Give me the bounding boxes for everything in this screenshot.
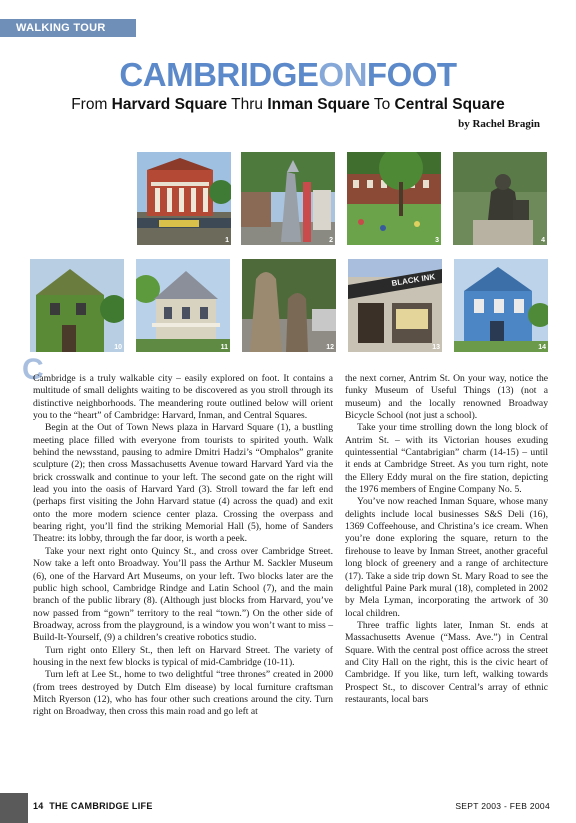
title-part-3: FOOT <box>366 56 457 93</box>
page-footer <box>0 793 576 823</box>
paragraph: Turn left at Lee St., home to two delightful “tree thrones” created in 2000 (from trees destroyed by Dutch Elm disease) by local furniture craftsman Mitch Ryerson (12), who has four other such creations around the city. Turn right on Broadway, then cross this main road and go left at <box>33 669 333 718</box>
footer-bar <box>0 793 28 823</box>
storefront-sign-text: BLACK INK <box>390 272 436 288</box>
subtitle-text: To <box>369 96 395 113</box>
photo-storefront <box>348 259 442 352</box>
photo-number: 4 <box>541 237 545 244</box>
photo-blue-house <box>454 259 548 352</box>
photo-victorian-house <box>136 259 230 352</box>
drop-cap-mark: C <box>22 353 44 386</box>
photo-harvard-gate <box>137 152 231 245</box>
issue-date: SEPT 2003 - FEB 2004 <box>455 801 550 811</box>
photo-number: 2 <box>329 237 333 244</box>
page-subtitle <box>0 95 576 115</box>
paragraph: the next corner, Antrim St. On your way, notice the funky Museum of Useful Things (13) (not a museum) and the locally renowned Broadway Bicycle School (not just a school). <box>345 373 548 422</box>
section-tag: WALKING TOUR <box>0 19 136 37</box>
photo-tree-thrones <box>242 259 336 352</box>
publication-name: THE CAMBRIDGE LIFE <box>49 801 153 811</box>
article-column-1 <box>33 373 333 719</box>
photo-number: 12 <box>326 344 334 351</box>
photo-number: 1 <box>225 237 229 244</box>
paragraph: Take your time strolling down the long block of Antrim St. – with its Victorian houses exuding quintessential “Cantabrigian” charm (14-15) – until it ends at Cambridge Street. As you turn right, note the Ellery Eddy mural on the fire station, depicting the 1976 members of Engine Company No. 5. <box>345 422 548 496</box>
footer-left <box>33 801 153 811</box>
title-part-2: ON <box>318 56 367 93</box>
photo-john-harvard-statue <box>453 152 547 245</box>
byline: by Rachel Bragin <box>458 118 540 130</box>
page-title <box>0 56 576 94</box>
article-column-2 <box>345 373 548 706</box>
photo-number: 10 <box>114 344 122 351</box>
paragraph: You’ve now reached Inman Square, whose many delights include local businesses S&S Deli (16), 1369 Coffeehouse, and Christina’s ice cream. When you’re done exploring the square, return to the firehouse to leave by Inman Street, another graceful long block of greenery and a range of architecture (17). Take a side trip down St. Mary Road to see the delightful Paine Park mural (18), completed in 2002 by Mela Lyman, incorporating the artwork of 30 local children. <box>345 496 548 619</box>
subtitle-inman-square: Inman Square <box>267 96 370 113</box>
page-number: 14 <box>33 801 44 811</box>
paragraph: Turn right onto Ellery St., then left on Harvard Street. The variety of housing in the next few blocks is typical of mid-Cambridge (10-11). <box>33 644 333 668</box>
photo-sculpture <box>241 152 335 245</box>
subtitle-central-square: Central Square <box>394 96 505 113</box>
paragraph: Cambridge is a truly walkable city – easily explored on foot. It contains a multitude of small delights waiting to be discovered as you stroll through its distinctive neighborhoods. The meandering route outlined below will orient you to the “heart” of Cambridge: Harvard, Inman, and Central Squares. <box>33 373 333 422</box>
photo-number: 11 <box>220 344 228 351</box>
photo-ivy-house <box>30 259 124 352</box>
subtitle-text: From <box>71 96 112 113</box>
paragraph: Three traffic lights later, Inman St. ends at Massachusetts Avenue (“Mass. Ave.”) in Central Square. With the central post office across the street and City Hall on the right, this is the civic heart of Cambridge. If you like, turn left, walking towards Prospect St., to discover Central’s array of ethnic restaurants, local bars <box>345 619 548 705</box>
photo-number: 14 <box>538 344 546 351</box>
paragraph: Begin at the Out of Town News plaza in Harvard Square (1), a bustling meeting place filled with everyone from tourists to spirited youth. Walk behind the newsstand, pausing to admire Dmitri Hadzi’s “Omphalos” granite sculpture (2); then cross Massachusetts Avenue toward Harvard Yard via the brick crosswalk and continue to your left. The second gate on the right will lead you into the oasis of Harvard Yard (3). Stroll toward the far left end (perhaps first visiting the John Harvard statue (4) across the quad) and exit onto the more modern science center plaza. Crossing the overpass and bearing right, you’ll find the striking Memorial Hall (5), home of Sanders Theatre: its lobby, through the far door, is worth a peek. <box>33 422 333 545</box>
paragraph: Take your next right onto Quincy St., and cross over Cambridge Street. Now take a left onto Broadway. You’ll pass the Arthur M. Sackler Museum (6), one of the Harvard Art Museums, on your left. Two blocks later are the public high school, Cambridge Rindge and Latin School (7), and the main branch of the public library (8). (Although just blocks from Harvard, you’ve now passed from “gown” territory to the real “town.”) On the other side of Broadway, across from the playground, is a window you won’t want to miss – Build-It-Yourself, (9) a children’s creative robotics studio. <box>33 545 333 644</box>
photo-number: 13 <box>432 344 440 351</box>
photo-number: 3 <box>435 237 439 244</box>
subtitle-harvard-square: Harvard Square <box>111 96 228 113</box>
title-part-1: CAMBRIDGE <box>119 56 319 93</box>
subtitle-text: Thru <box>227 96 268 113</box>
photo-harvard-yard <box>347 152 441 245</box>
